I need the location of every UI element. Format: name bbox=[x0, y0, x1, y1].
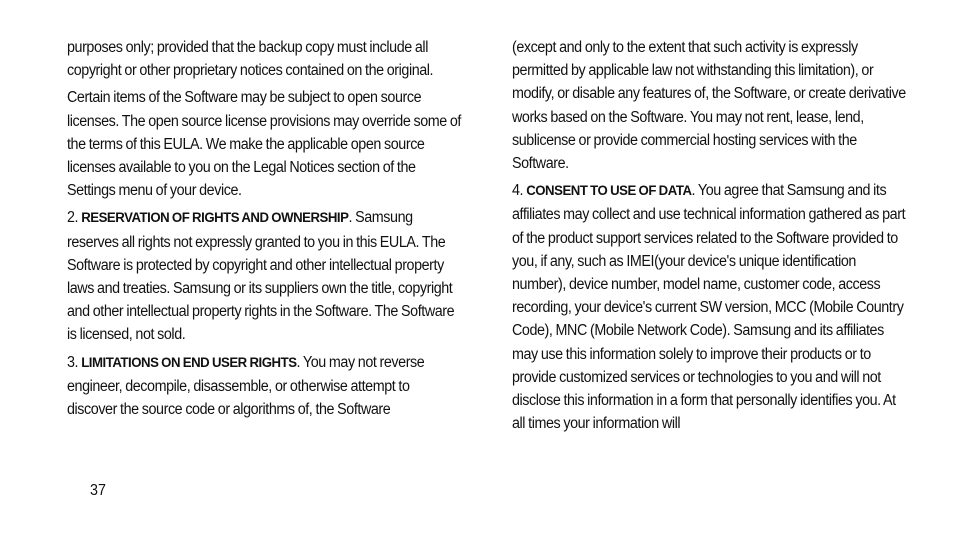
section-heading: LIMITATIONS ON END USER RIGHTS bbox=[81, 354, 297, 371]
section-limitations bbox=[67, 351, 461, 422]
section-body: . You may not reverse engineer, decompile, disassemble, or otherwise attempt to discover the source code or algorithms of, the Software bbox=[67, 353, 425, 419]
paragraph-continuation: (except and only to the extent that such activity is expressly permitted by applicable law not withstanding this limitation), or modify, or disable any features of, the Software, or create derivative works based on the Software. You may not rent, lease, lend, sublicense or provide commercial hosting services with the Software. bbox=[512, 39, 906, 173]
right-column bbox=[512, 36, 906, 439]
section-number: 2. bbox=[67, 209, 82, 227]
section-number: 3. bbox=[67, 353, 82, 371]
section-heading: RESERVATION OF RIGHTS AND OWNERSHIP bbox=[81, 210, 349, 227]
page-number: 37 bbox=[90, 482, 106, 499]
paragraph-open-source: Certain items of the Software may be subject to open source licenses. The open source license provisions may override some of the terms of this EULA. We make the applicable open source licenses available to you on the Legal Notices section of the Settings menu of your device. bbox=[67, 89, 461, 200]
section-heading: CONSENT TO USE OF DATA bbox=[526, 183, 692, 200]
section-body: . You agree that Samsung and its affiliates may collect and use technical information gathered as part of the product support services related to the Software provided to you, if any, such as IMEI(your device's unique identification number), device number, model name, customer code, access recording, your device's current SW version, MCC (Mobile Country Code), MNC (Mobile Network Code). Samsung and its affiliates may use this information solely to improve their products or to provide customized services or technologies to you and will not disclose this information in a form that personally identifies you. At all times your information will bbox=[512, 182, 906, 433]
section-consent-to-use-of-data bbox=[512, 179, 906, 435]
section-body: . Samsung reserves all rights not expressly granted to you in this EULA. The Software is protected by copyright and other intellectual property laws and treaties. Samsung or its suppliers own the title, copyright and other intellectual property rights in the Software. The Software is licensed, not sold. bbox=[67, 209, 455, 344]
section-reservation-of-rights bbox=[67, 206, 461, 346]
paragraph-backup-copy: purposes only; provided that the backup copy must include all copyright or other proprietary notices contained on the original. bbox=[67, 39, 434, 80]
left-column bbox=[67, 36, 461, 425]
section-number: 4. bbox=[512, 182, 527, 200]
